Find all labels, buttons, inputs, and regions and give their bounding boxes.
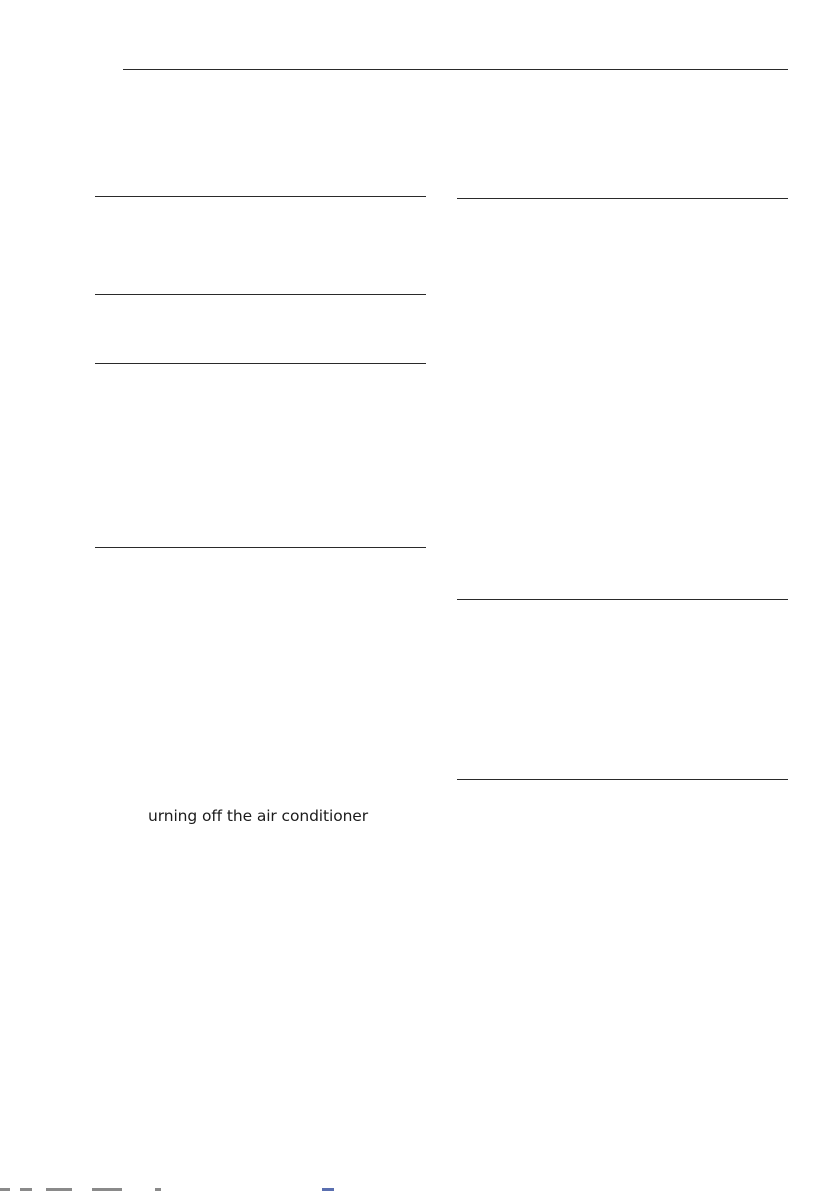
section-heading: urning off the air conditioner	[148, 807, 369, 825]
left-column-rule-3	[95, 363, 426, 364]
footer-fragment	[322, 1188, 334, 1191]
cropped-footer	[0, 1186, 840, 1192]
left-column-rule-1	[95, 196, 426, 197]
footer-fragment	[155, 1188, 161, 1191]
footer-fragment	[92, 1188, 122, 1191]
footer-fragment	[20, 1188, 32, 1191]
right-column-rule-2	[457, 599, 788, 600]
left-column-rule-4	[95, 547, 426, 548]
header-rule	[123, 69, 788, 70]
footer-fragment	[46, 1188, 72, 1191]
right-column-rule-1	[457, 198, 788, 199]
right-column-rule-3	[457, 779, 788, 780]
left-column-rule-2	[95, 294, 426, 295]
footer-fragment	[0, 1188, 10, 1191]
